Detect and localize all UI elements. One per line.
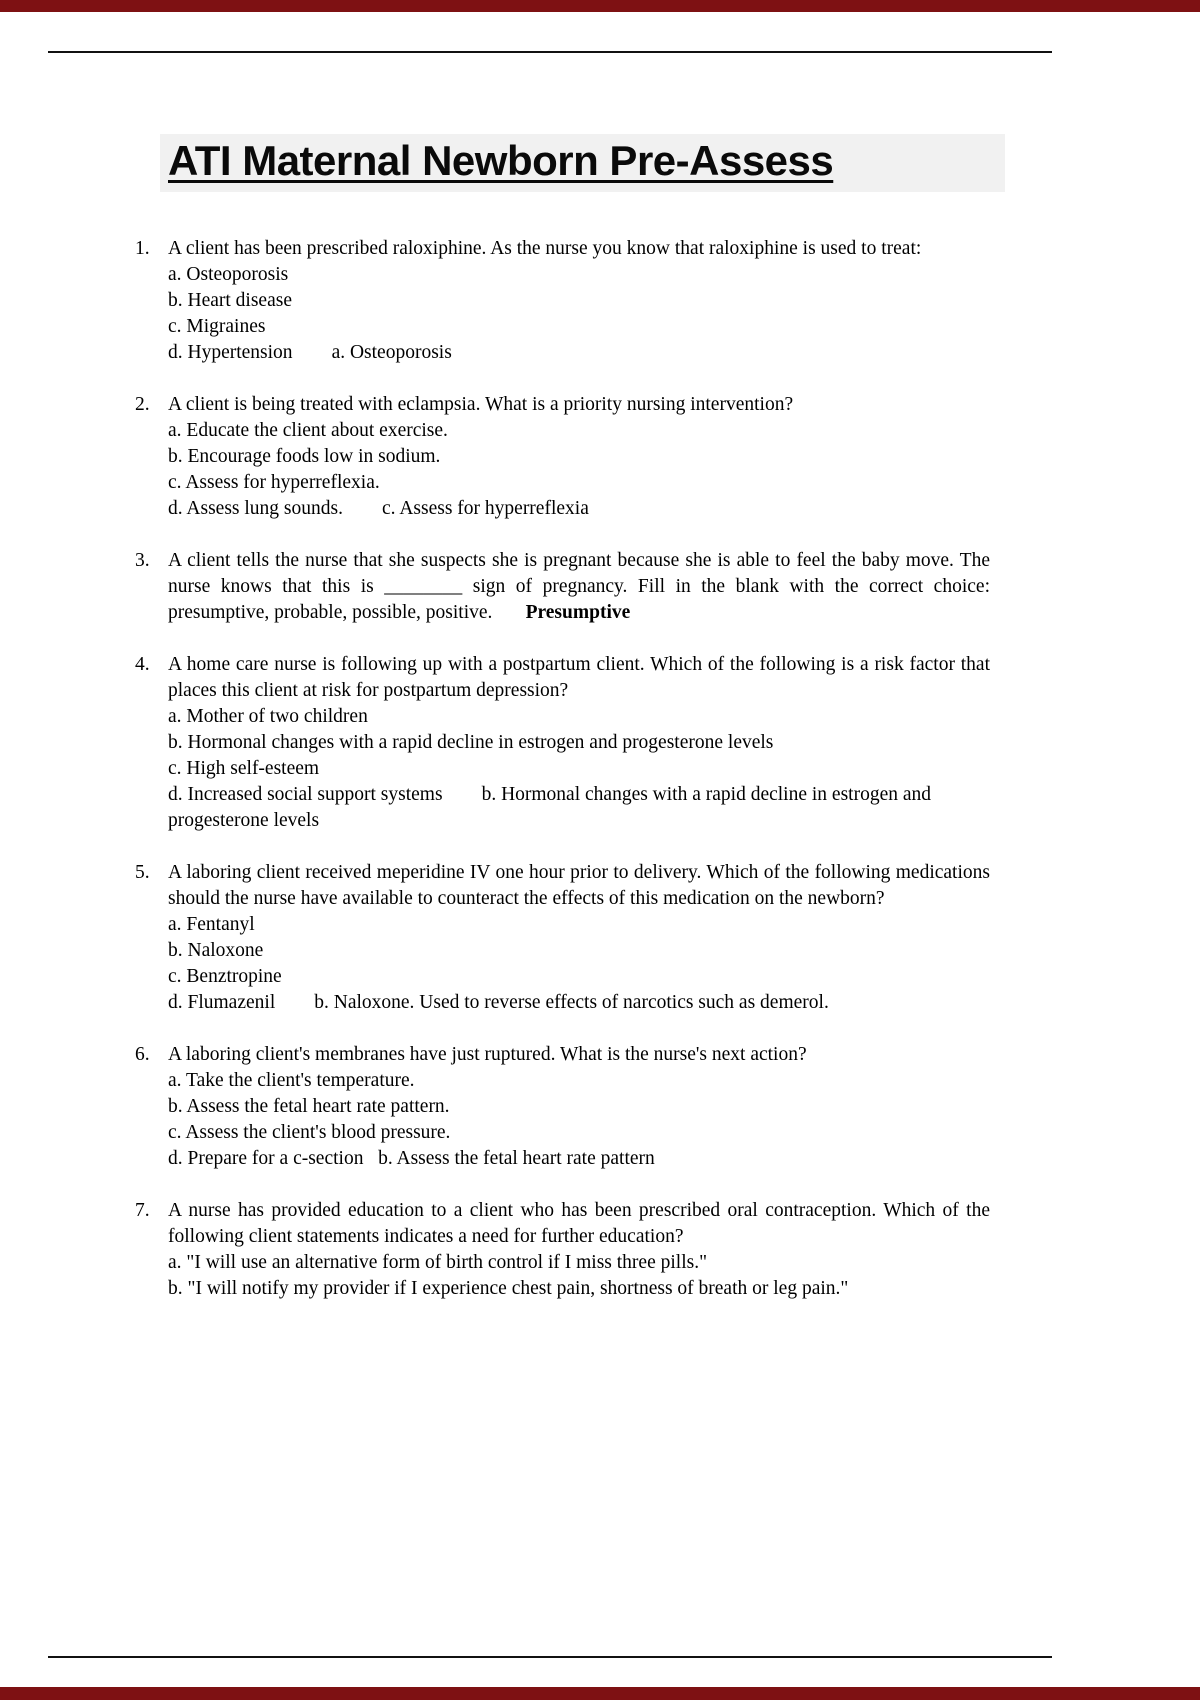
answer-option: a. Fentanyl bbox=[168, 914, 255, 935]
answer-option: a. Mother of two children bbox=[168, 706, 368, 727]
document-page bbox=[135, 0, 990, 1328]
answer-option-text: d. Hypertension bbox=[168, 342, 293, 363]
page-bottom-border bbox=[0, 1687, 1200, 1700]
answer-option: b. Heart disease bbox=[168, 290, 292, 311]
correct-answer-text: Presumptive bbox=[525, 602, 631, 623]
question-item bbox=[135, 1042, 990, 1172]
question-body bbox=[168, 236, 990, 366]
question-item bbox=[135, 236, 990, 366]
answer-option: a. Osteoporosis bbox=[168, 264, 289, 285]
question-item bbox=[135, 548, 990, 626]
answer-option: c. Migraines bbox=[168, 316, 266, 337]
question-number: 3. bbox=[135, 550, 150, 571]
question-body bbox=[168, 860, 990, 1016]
answer-option: c. Benztropine bbox=[168, 966, 282, 987]
correct-answer-text: b. Naloxone. Used to reverse effects of narcotics such as demerol. bbox=[314, 992, 829, 1013]
question-list bbox=[135, 236, 990, 1302]
answer-option-text: d. Assess lung sounds. bbox=[168, 498, 343, 519]
question-stem: A client has been prescribed raloxiphine. As the nurse you know that raloxiphine is used to treat: bbox=[168, 238, 922, 259]
question-item bbox=[135, 1198, 990, 1302]
question-stem: A home care nurse is following up with a postpartum client. Which of the following is a risk factor that places this client at risk for postpartum depression? bbox=[168, 654, 990, 701]
question-stem bbox=[168, 548, 990, 626]
answer-option bbox=[168, 782, 990, 834]
correct-answer-text: c. Assess for hyperreflexia bbox=[382, 498, 589, 519]
answer-option: b. "I will notify my provider if I experience chest pain, shortness of breath or leg pain." bbox=[168, 1278, 849, 1299]
answer-option: c. High self-esteem bbox=[168, 758, 320, 779]
question-item bbox=[135, 652, 990, 834]
question-stem: A nurse has provided education to a client who has been prescribed oral contraception. Which of the following client statements indicates a need for further education? bbox=[168, 1200, 990, 1247]
answer-option: b. Assess the fetal heart rate pattern. bbox=[168, 1096, 450, 1117]
answer-option bbox=[168, 990, 990, 1016]
answer-option: a. "I will use an alternative form of birth control if I miss three pills." bbox=[168, 1252, 708, 1273]
answer-option-text: d. Flumazenil bbox=[168, 992, 276, 1013]
correct-answer-text: b. Hormonal changes with a rapid decline in estrogen and progesterone levels bbox=[168, 784, 932, 831]
question-item bbox=[135, 860, 990, 1016]
answer-option: c. Assess the client's blood pressure. bbox=[168, 1122, 451, 1143]
question-stem: A laboring client received meperidine IV one hour prior to delivery. Which of the following medications should the nurse have available to counteract the effects of this medication on the newborn? bbox=[168, 862, 990, 909]
correct-answer-text: b. Assess the fetal heart rate pattern bbox=[378, 1148, 655, 1169]
question-body bbox=[168, 392, 990, 522]
answer-option: b. Encourage foods low in sodium. bbox=[168, 446, 441, 467]
answer-option: a. Take the client's temperature. bbox=[168, 1070, 415, 1091]
question-number: 5. bbox=[135, 862, 150, 883]
question-number: 7. bbox=[135, 1200, 150, 1221]
question-number: 2. bbox=[135, 394, 150, 415]
bottom-rule bbox=[48, 1656, 1052, 1658]
answer-option-text: d. Prepare for a c-section bbox=[168, 1148, 364, 1169]
question-item bbox=[135, 392, 990, 522]
answer-option: b. Naloxone bbox=[168, 940, 264, 961]
question-stem: A laboring client's membranes have just ruptured. What is the nurse's next action? bbox=[168, 1044, 807, 1065]
question-number: 4. bbox=[135, 654, 150, 675]
question-body bbox=[168, 1042, 990, 1172]
question-body bbox=[168, 652, 990, 834]
answer-option-text: d. Increased social support systems bbox=[168, 784, 443, 805]
title-highlight bbox=[160, 134, 1005, 192]
answer-option bbox=[168, 340, 990, 366]
correct-answer-text: a. Osteoporosis bbox=[331, 342, 452, 363]
question-stem: A client is being treated with eclampsia. What is a priority nursing intervention? bbox=[168, 394, 794, 415]
question-number: 6. bbox=[135, 1044, 150, 1065]
question-number: 1. bbox=[135, 238, 150, 259]
question-body bbox=[168, 1198, 990, 1302]
answer-option: c. Assess for hyperreflexia. bbox=[168, 472, 380, 493]
page-title: ATI Maternal Newborn Pre-Assess bbox=[168, 137, 834, 184]
answer-option: a. Educate the client about exercise. bbox=[168, 420, 448, 441]
answer-option bbox=[168, 1146, 990, 1172]
question-body bbox=[168, 548, 990, 626]
answer-option: b. Hormonal changes with a rapid decline in estrogen and progesterone levels bbox=[168, 732, 774, 753]
question-stem-text: A client tells the nurse that she suspects she is pregnant because she is able to feel the baby move. The nurse knows that this is ________ sign of pregnancy. Fill in the blank with the correct choice: presumptive, probable, possible, positive. bbox=[168, 550, 990, 623]
answer-option bbox=[168, 496, 990, 522]
